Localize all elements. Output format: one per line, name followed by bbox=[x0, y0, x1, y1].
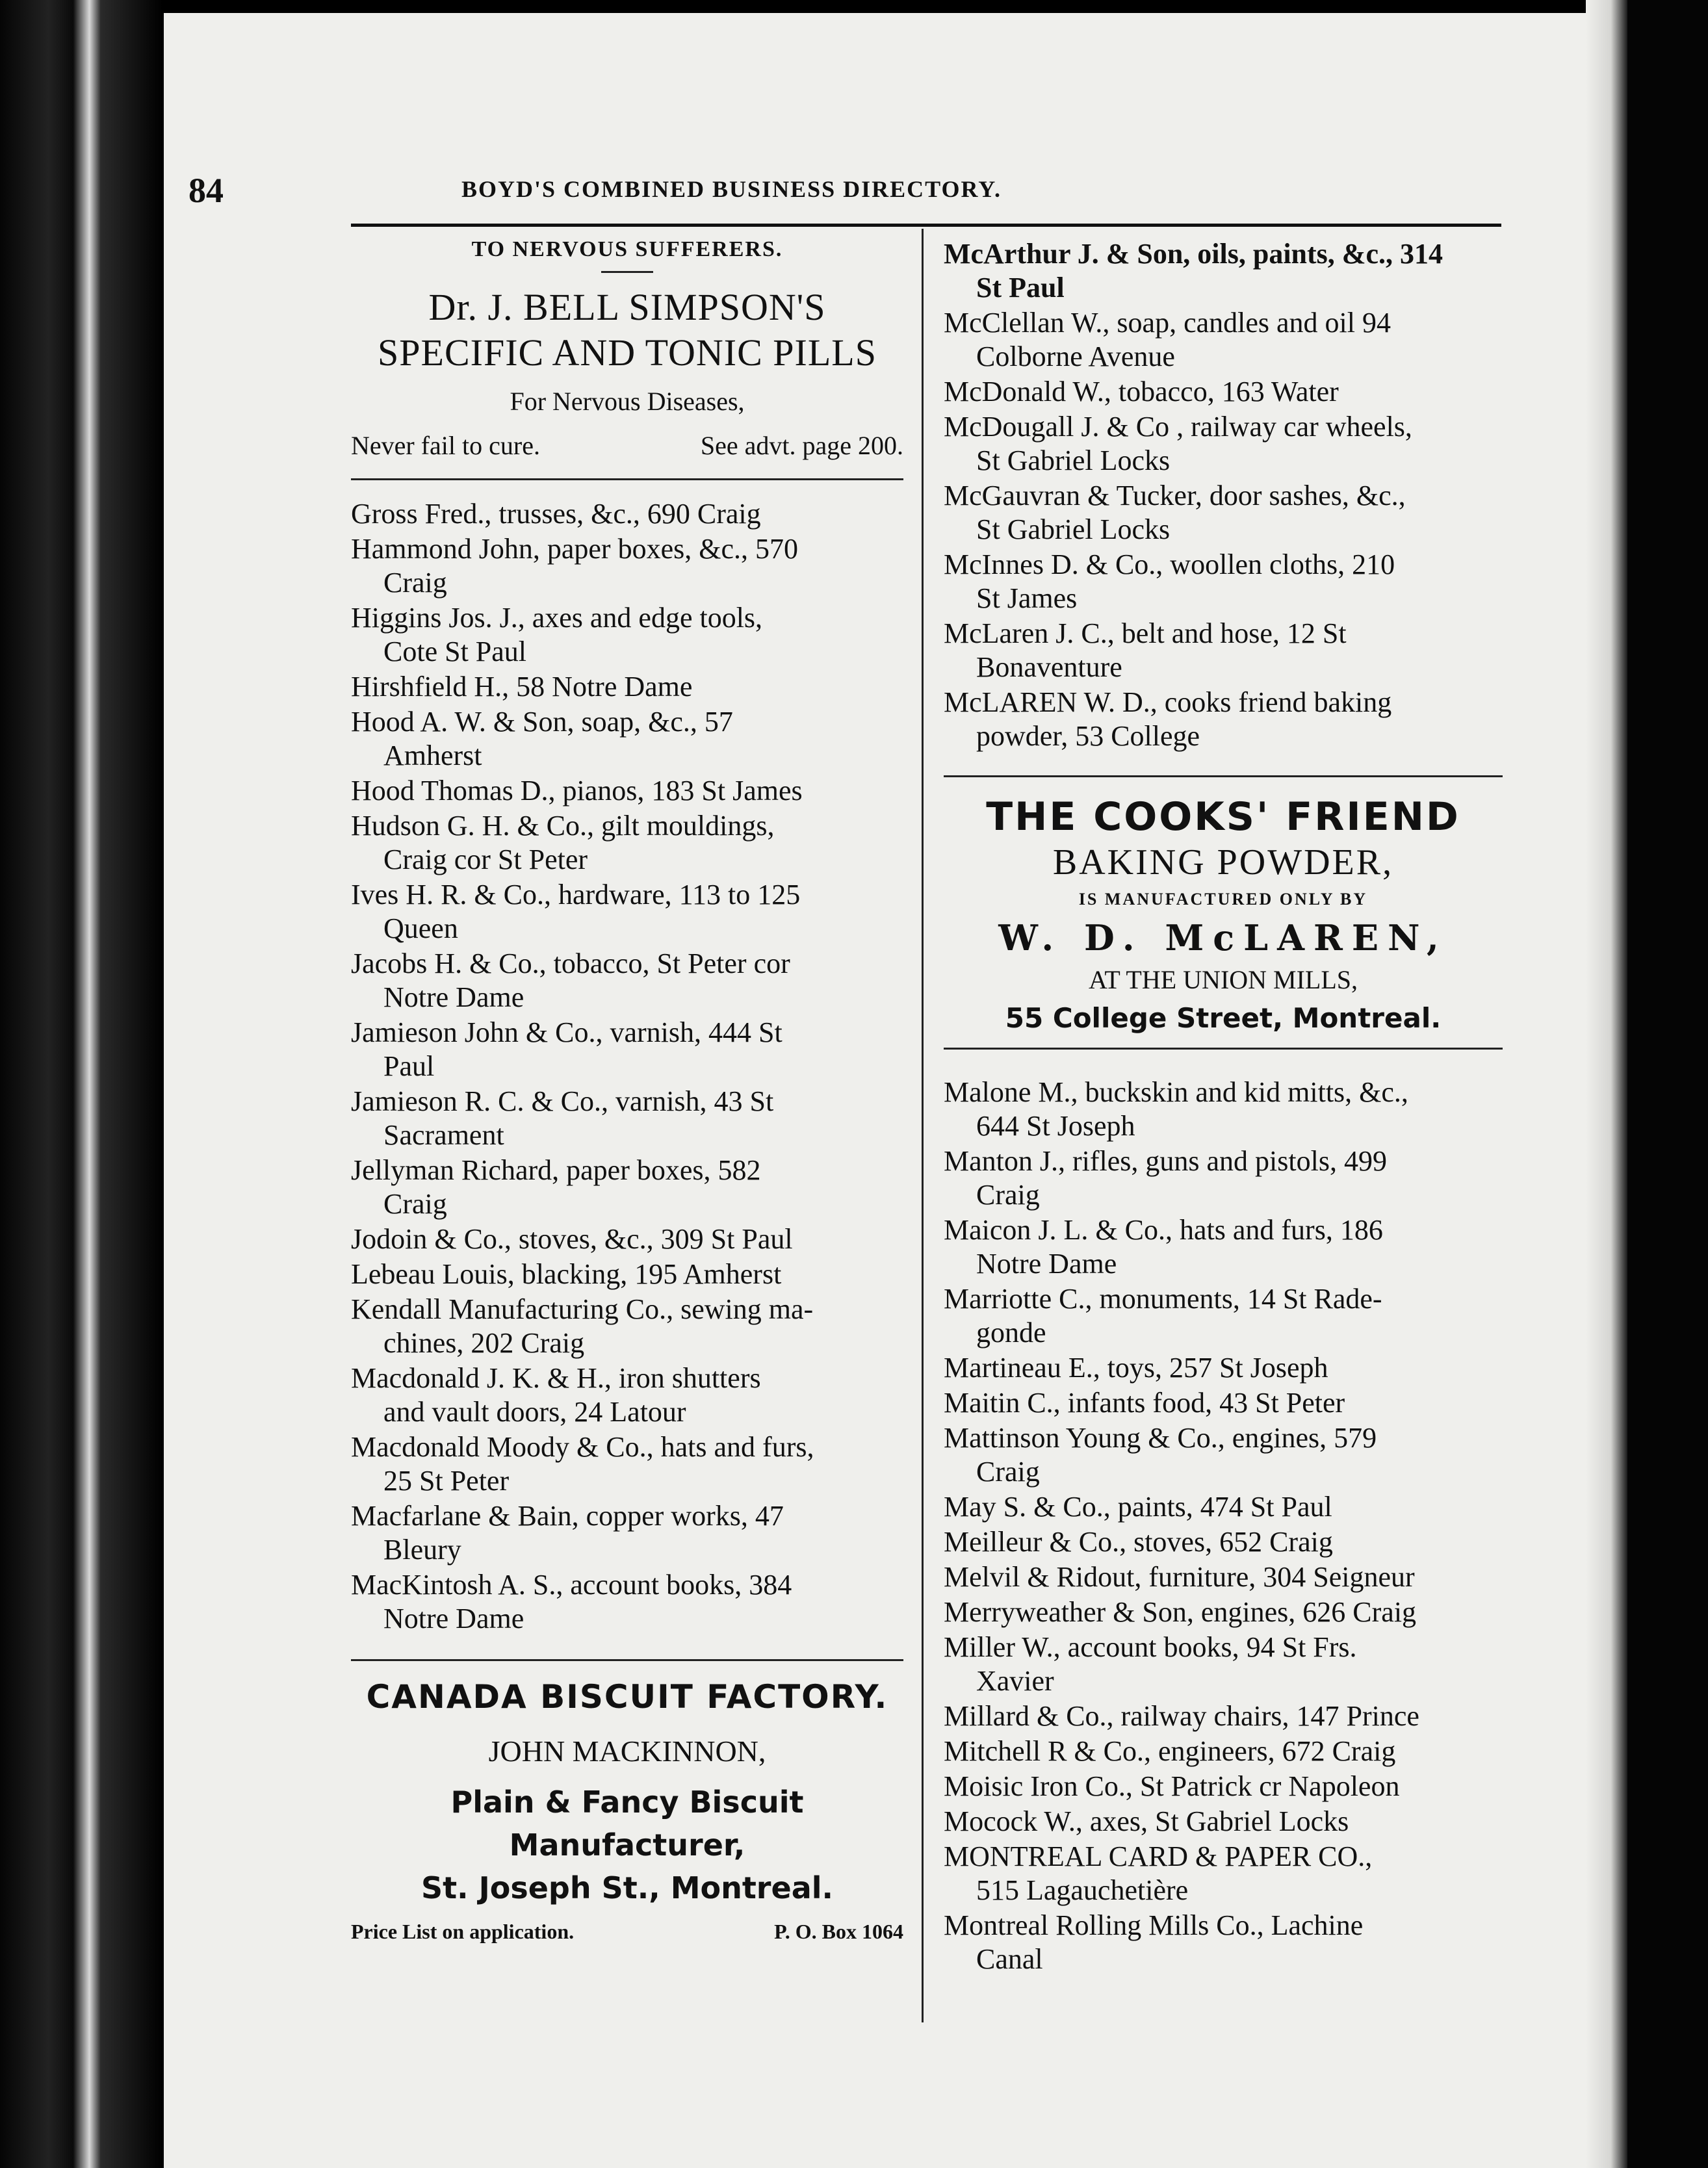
entry-main-line: McGauvran & Tucker, door sashes, &c., bbox=[944, 480, 1406, 511]
right-directory-list-top bbox=[944, 237, 1503, 753]
simpson-advertisement bbox=[351, 237, 903, 464]
cooks-subtitle: BAKING POWDER, bbox=[1052, 842, 1394, 883]
entry-continuation: chines, 202 Craig bbox=[383, 1327, 585, 1359]
entry-main-line: MONTREAL CARD & PAPER CO., bbox=[944, 1840, 1373, 1872]
entry-continuation: Queen bbox=[383, 912, 458, 944]
ad-title-line2: SPECIFIC AND TONIC PILLS bbox=[378, 331, 877, 374]
directory-entry bbox=[944, 1213, 1503, 1281]
directory-entry bbox=[944, 1076, 1503, 1143]
entry-main-line: McLaren J. C., belt and hose, 12 St bbox=[944, 617, 1347, 649]
ad-title-line1: Dr. J. BELL SIMPSON'S bbox=[428, 286, 826, 328]
biscuit-title: CANADA BISCUIT FACTORY. bbox=[366, 1678, 888, 1716]
directory-entry bbox=[351, 1430, 903, 1498]
directory-entry bbox=[351, 670, 903, 704]
entry-main-line: Martineau E., toys, 257 St Joseph bbox=[944, 1352, 1328, 1384]
page-edge-shadow bbox=[1586, 0, 1627, 2168]
cooks-title: THE COOKS' FRIEND bbox=[986, 794, 1460, 840]
ad-right-note: See advt. page 200. bbox=[700, 431, 903, 460]
directory-entry bbox=[944, 1282, 1503, 1350]
page-header bbox=[188, 170, 1423, 216]
entry-main-line: Ives H. R. & Co., hardware, 113 to 125 bbox=[351, 879, 801, 910]
entry-continuation: St James bbox=[976, 582, 1078, 614]
biscuit-line1: Plain & Fancy Biscuit Manufacturer, bbox=[450, 1785, 804, 1863]
directory-entry bbox=[944, 548, 1503, 615]
entry-main-line: Millard & Co., railway chairs, 147 Prince bbox=[944, 1700, 1419, 1732]
entry-continuation: Paul bbox=[383, 1050, 435, 1082]
cooks-maker: W. D. McLAREN, bbox=[998, 917, 1448, 959]
entry-continuation: St Gabriel Locks bbox=[976, 513, 1171, 545]
directory-entry bbox=[944, 1770, 1503, 1803]
left-column bbox=[351, 237, 903, 1944]
entry-main-line: Higgins Jos. J., axes and edge tools, bbox=[351, 602, 763, 634]
directory-entry bbox=[944, 1595, 1503, 1629]
entry-continuation: Sacrament bbox=[383, 1119, 504, 1151]
section-rule bbox=[944, 775, 1503, 777]
entry-main-line: Maicon J. L. & Co., hats and furs, 186 bbox=[944, 1214, 1383, 1246]
ad-kicker: TO NERVOUS SUFFERERS. bbox=[471, 237, 783, 261]
section-rule bbox=[944, 1048, 1503, 1050]
book-binding-left bbox=[0, 0, 162, 2168]
right-directory-list-bottom bbox=[944, 1076, 1503, 1976]
directory-entry bbox=[944, 237, 1503, 305]
directory-entry bbox=[944, 1909, 1503, 1976]
directory-entry bbox=[351, 1085, 903, 1152]
directory-entry bbox=[351, 947, 903, 1014]
left-directory-list bbox=[351, 497, 903, 1636]
directory-entry bbox=[944, 375, 1503, 409]
entry-main-line: Hirshfield H., 58 Notre Dame bbox=[351, 671, 693, 703]
entry-main-line: Macdonald J. K. & H., iron shutters bbox=[351, 1362, 761, 1394]
entry-main-line: Lebeau Louis, blacking, 195 Amherst bbox=[351, 1258, 782, 1290]
directory-entry bbox=[351, 1016, 903, 1083]
entry-main-line: Malone M., buckskin and kid mitts, &c., bbox=[944, 1076, 1408, 1108]
entry-main-line: Mocock W., axes, St Gabriel Locks bbox=[944, 1805, 1349, 1837]
entry-main-line: Moisic Iron Co., St Patrick cr Napoleon bbox=[944, 1770, 1400, 1802]
biscuit-footer bbox=[351, 1920, 903, 1944]
entry-continuation: Craig bbox=[383, 1188, 447, 1220]
directory-entry bbox=[944, 1351, 1503, 1385]
entry-main-line: McDougall J. & Co , railway car wheels, bbox=[944, 411, 1412, 443]
entry-main-line: Manton J., rifles, guns and pistols, 499 bbox=[944, 1145, 1387, 1177]
cooks-friend-advertisement bbox=[944, 794, 1503, 1039]
entry-main-line: Hudson G. H. & Co., gilt mouldings, bbox=[351, 810, 775, 842]
directory-entry bbox=[351, 1293, 903, 1360]
entry-main-line: Maitin C., infants food, 43 St Peter bbox=[944, 1387, 1345, 1419]
directory-entry bbox=[944, 1699, 1503, 1733]
ad-notes bbox=[351, 428, 903, 464]
section-rule bbox=[351, 478, 903, 480]
entry-continuation: gonde bbox=[976, 1317, 1046, 1349]
directory-entry bbox=[351, 1499, 903, 1567]
column-divider bbox=[922, 229, 924, 2022]
entry-main-line: Macdonald Moody & Co., hats and furs, bbox=[351, 1431, 814, 1463]
directory-entry bbox=[944, 686, 1503, 753]
entry-main-line: Kendall Manufacturing Co., sewing ma- bbox=[351, 1293, 814, 1325]
directory-entry bbox=[944, 1525, 1503, 1559]
entry-main-line: Meilleur & Co., stoves, 652 Craig bbox=[944, 1526, 1333, 1558]
entry-main-line: McArthur J. & Son, oils, paints, &c., 314 bbox=[944, 238, 1443, 270]
page-number: 84 bbox=[188, 171, 224, 210]
entry-continuation: Craig cor St Peter bbox=[383, 844, 588, 875]
cooks-address: 55 College Street, Montreal. bbox=[1005, 1002, 1442, 1034]
entry-main-line: Macfarlane & Bain, copper works, 47 bbox=[351, 1500, 784, 1532]
directory-entry bbox=[944, 1144, 1503, 1212]
directory-entry bbox=[351, 497, 903, 531]
directory-entry bbox=[944, 1631, 1503, 1698]
entry-main-line: Jacobs H. & Co., tobacco, St Peter cor bbox=[351, 948, 790, 979]
entry-continuation: St Gabriel Locks bbox=[976, 445, 1171, 476]
directory-entry bbox=[944, 1490, 1503, 1524]
entry-continuation: 644 St Joseph bbox=[976, 1110, 1135, 1142]
entry-continuation: Bonaventure bbox=[976, 651, 1122, 683]
section-rule bbox=[351, 1659, 903, 1661]
entry-main-line: Jellyman Richard, paper boxes, 582 bbox=[351, 1154, 761, 1186]
entry-main-line: Miller W., account books, 94 St Frs. bbox=[944, 1631, 1357, 1663]
ad-dash bbox=[601, 271, 653, 273]
directory-entry bbox=[944, 617, 1503, 684]
entry-continuation: Notre Dame bbox=[976, 1248, 1117, 1280]
ad-left-note: Never fail to cure. bbox=[351, 431, 540, 460]
entry-main-line: Melvil & Ridout, furniture, 304 Seigneur bbox=[944, 1561, 1415, 1593]
directory-entry bbox=[351, 532, 903, 600]
entry-continuation: Craig bbox=[976, 1179, 1040, 1211]
biscuit-advertisement bbox=[351, 1678, 903, 1944]
entry-main-line: May S. & Co., paints, 474 St Paul bbox=[944, 1491, 1332, 1523]
entry-main-line: Jodoin & Co., stoves, &c., 309 St Paul bbox=[351, 1223, 793, 1255]
entry-continuation: Notre Dame bbox=[383, 1603, 524, 1634]
entry-continuation: Xavier bbox=[976, 1665, 1054, 1697]
directory-entry bbox=[944, 479, 1503, 547]
entry-continuation: Colborne Avenue bbox=[976, 341, 1175, 372]
entry-continuation: Amherst bbox=[383, 740, 482, 771]
directory-entry bbox=[944, 306, 1503, 374]
entry-main-line: Marriotte C., monuments, 14 St Rade- bbox=[944, 1283, 1382, 1315]
biscuit-line2: St. Joseph St., Montreal. bbox=[421, 1870, 833, 1905]
entry-main-line: McClellan W., soap, candles and oil 94 bbox=[944, 307, 1391, 339]
entry-continuation: 515 Lagauchetière bbox=[976, 1874, 1189, 1906]
entry-main-line: Jamieson John & Co., varnish, 444 St bbox=[351, 1016, 783, 1048]
book-binding-right bbox=[1627, 0, 1708, 2168]
directory-entry bbox=[944, 1805, 1503, 1839]
entry-continuation: Canal bbox=[976, 1943, 1043, 1975]
entry-main-line: Mitchell R & Co., engineers, 672 Craig bbox=[944, 1735, 1396, 1767]
biscuit-foot-left: Price List on application. bbox=[351, 1920, 575, 1943]
entry-continuation: Craig bbox=[976, 1456, 1040, 1488]
entry-continuation: Craig bbox=[383, 567, 447, 599]
directory-entry bbox=[351, 809, 903, 877]
cooks-note: IS MANUFACTURED ONLY BY bbox=[1078, 890, 1368, 909]
directory-entry bbox=[351, 705, 903, 773]
entry-continuation: Bleury bbox=[383, 1534, 461, 1566]
running-title: BOYD'S COMBINED BUSINESS DIRECTORY. bbox=[461, 176, 1002, 202]
directory-entry bbox=[351, 1361, 903, 1429]
entry-main-line: Hood A. W. & Son, soap, &c., 57 bbox=[351, 706, 733, 738]
directory-entry bbox=[351, 1154, 903, 1221]
entry-main-line: Hammond John, paper boxes, &c., 570 bbox=[351, 533, 798, 565]
directory-entry bbox=[351, 878, 903, 946]
entry-main-line: Mattinson Young & Co., engines, 579 bbox=[944, 1422, 1377, 1454]
biscuit-owner: JOHN MACKINNON, bbox=[488, 1735, 766, 1768]
entry-continuation: Cote St Paul bbox=[383, 636, 527, 667]
entry-continuation: powder, 53 College bbox=[976, 720, 1200, 752]
directory-entry bbox=[944, 410, 1503, 478]
cooks-location: AT THE UNION MILLS, bbox=[1088, 965, 1358, 994]
ad-subtitle: For Nervous Diseases, bbox=[510, 387, 745, 416]
entry-main-line: Hood Thomas D., pianos, 183 St James bbox=[351, 775, 803, 807]
entry-main-line: Jamieson R. C. & Co., varnish, 43 St bbox=[351, 1085, 774, 1117]
directory-entry bbox=[351, 774, 903, 808]
right-column bbox=[944, 237, 1503, 1978]
directory-entry bbox=[944, 1386, 1503, 1420]
entry-continuation: St Paul bbox=[976, 272, 1065, 303]
entry-main-line: MacKintosh A. S., account books, 384 bbox=[351, 1569, 792, 1601]
entry-main-line: Gross Fred., trusses, &c., 690 Craig bbox=[351, 498, 761, 530]
entry-continuation: 25 St Peter bbox=[383, 1465, 510, 1497]
entry-continuation: and vault doors, 24 Latour bbox=[383, 1396, 686, 1428]
directory-entry bbox=[944, 1560, 1503, 1594]
entry-main-line: McDonald W., tobacco, 163 Water bbox=[944, 376, 1339, 407]
directory-entry bbox=[944, 1840, 1503, 1907]
entry-main-line: Merryweather & Son, engines, 626 Craig bbox=[944, 1596, 1417, 1628]
entry-main-line: McInnes D. & Co., woollen cloths, 210 bbox=[944, 548, 1395, 580]
directory-entry bbox=[351, 1258, 903, 1291]
entry-main-line: McLAREN W. D., cooks friend baking bbox=[944, 686, 1392, 718]
header-rule bbox=[351, 224, 1501, 227]
directory-entry bbox=[351, 1568, 903, 1636]
directory-entry bbox=[351, 1222, 903, 1256]
biscuit-foot-right: P. O. Box 1064 bbox=[774, 1920, 903, 1943]
entry-continuation: Notre Dame bbox=[383, 981, 524, 1013]
directory-entry bbox=[351, 601, 903, 669]
directory-entry bbox=[944, 1735, 1503, 1768]
directory-entry bbox=[944, 1421, 1503, 1489]
entry-main-line: Montreal Rolling Mills Co., Lachine bbox=[944, 1909, 1364, 1941]
